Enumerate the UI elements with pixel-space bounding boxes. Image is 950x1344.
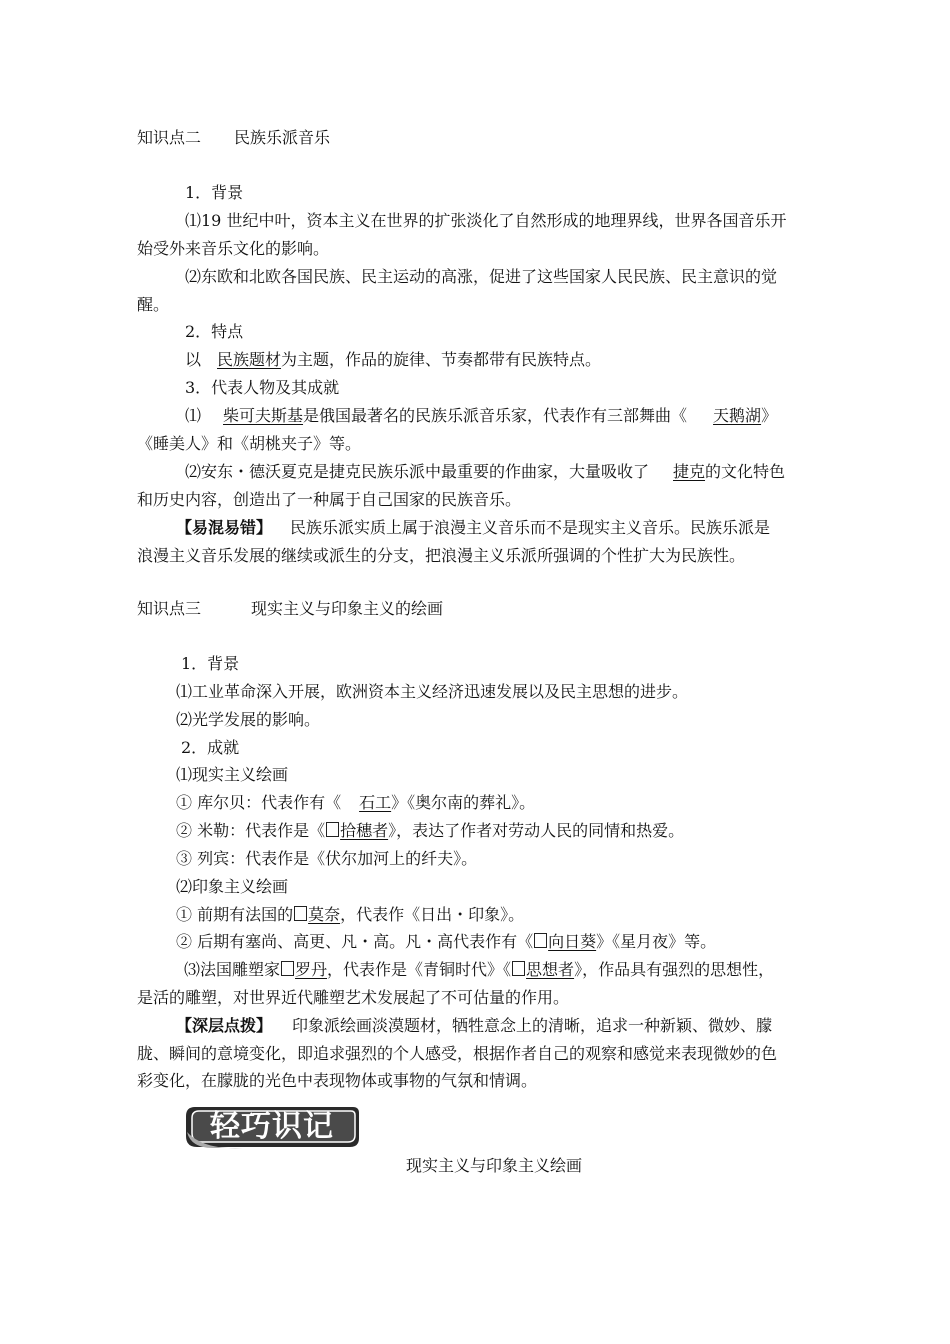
paragraph-line <box>185 406 777 426</box>
section-heading <box>137 599 443 619</box>
subheading: 3．代表人物及其成就 <box>185 378 340 397</box>
paragraph-line: ⑵东欧和北欧各国民族、民主运动的高涨，促进了这些国家人民民族、民主意识的觉 <box>185 267 778 286</box>
paragraph-line <box>176 932 716 952</box>
tip-line <box>176 1016 772 1036</box>
text: 》《星月夜》等。 <box>596 932 717 951</box>
tip-tag: 【易混易错】 <box>176 518 273 537</box>
answer-underlined: 柴可夫斯基 <box>223 406 304 425</box>
heading-number: 知识点二 <box>137 128 202 147</box>
tip-tag: 【深层点拨】 <box>176 1016 273 1035</box>
blank-box <box>534 933 547 948</box>
text: 的文化特色 <box>705 462 786 481</box>
text: 印象派绘画淡漠题材，牺牲意念上的清晰，追求一种新颖、微妙、朦 <box>292 1016 773 1035</box>
paragraph-line <box>185 350 601 370</box>
text: 民族乐派实质上属于浪漫主义音乐而不是现实主义音乐。民族乐派是 <box>290 518 771 537</box>
blank-box <box>326 822 339 837</box>
paragraph-line: 胧、瞬间的意境变化，即追求强烈的个人感受，根据作者自己的观察和感觉来表现微妙的色 <box>137 1044 778 1063</box>
paragraph-line: 是活的雕塑，对世界近代雕塑艺术发展起了不可估量的作用。 <box>137 988 570 1007</box>
paragraph-line: ⑵光学发展的影响。 <box>176 710 321 729</box>
heading-title: 民族乐派音乐 <box>234 128 331 147</box>
subheading: 2．成就 <box>181 738 240 757</box>
blank-box <box>512 961 525 976</box>
paragraph-line <box>176 793 535 813</box>
text: ② 米勒：代表作是《 <box>176 821 326 840</box>
paragraph-line <box>185 462 785 482</box>
text: 》《奥尔南的葬礼》。 <box>391 793 536 812</box>
paragraph-line: 和历史内容，创造出了一种属于自己国家的民族音乐。 <box>137 490 522 509</box>
paragraph-line: ⑴工业革命深入开展，欧洲资本主义经济迅速发展以及民主思想的进步。 <box>176 682 689 701</box>
text: ⑵安东・德沃夏克是捷克民族乐派中最重要的作曲家，大量吸收了 <box>185 462 650 481</box>
paragraph-line: ⑴现实主义绘画 <box>176 765 289 784</box>
answer-underlined: 思想者 <box>526 960 575 979</box>
blank-box <box>294 906 307 921</box>
answer-underlined: 拾穗者 <box>340 821 389 840</box>
answer-underlined: 捷克 <box>673 462 706 481</box>
subheading: 2．特点 <box>185 322 244 341</box>
heading-title: 现实主义与印象主义的绘画 <box>251 599 444 618</box>
text: ② 后期有塞尚、高更、凡・高。凡・高代表作有《 <box>176 932 534 951</box>
answer-underlined: 罗丹 <box>295 960 328 979</box>
paragraph-line <box>176 821 684 841</box>
text: ，代表作是《青铜时代》《 <box>327 960 512 979</box>
paragraph-line: 彩变化，在朦胧的光色中表现物体或事物的气氛和情调。 <box>137 1071 538 1090</box>
text: ① 前期有法国的 <box>176 905 294 924</box>
blank-box <box>281 961 294 976</box>
paragraph-line <box>184 960 774 980</box>
text: ⑶法国雕塑家 <box>184 960 281 979</box>
paragraph-line: 浪漫主义音乐发展的继续或派生的分支，把浪漫主义乐派所强调的个性扩大为民族性。 <box>137 546 746 565</box>
logo-text: 轻巧识记 <box>210 1109 334 1144</box>
paragraph-line: ⑴19 世纪中叶，资本主义在世界的扩张淡化了自然形成的地理界线，世界各国音乐开 <box>185 211 787 230</box>
text: ，代表作《日出・印象》。 <box>340 905 525 924</box>
text: 是俄国最著名的民族乐派音乐家，代表作有三部舞曲《 <box>303 406 688 425</box>
answer-underlined: 莫奈 <box>308 905 341 924</box>
section-heading <box>137 128 330 148</box>
paragraph-line: ⑵印象主义绘画 <box>176 877 289 896</box>
tip-line <box>176 518 770 538</box>
text: ① 库尔贝：代表作有《 <box>176 793 342 812</box>
paragraph-line: ③ 列宾：代表作是《伏尔加河上的纤夫》。 <box>176 849 478 868</box>
text: 》 <box>761 406 778 425</box>
subheading: 1．背景 <box>181 654 240 673</box>
text: 》，作品具有强烈的思想性， <box>574 960 775 979</box>
paragraph-line <box>176 905 524 925</box>
subheading: 1．背景 <box>185 183 244 202</box>
summary-caption: 现实主义与印象主义绘画 <box>406 1156 583 1175</box>
answer-underlined: 向日葵 <box>548 932 597 951</box>
text: 以 <box>185 350 202 369</box>
answer-underlined: 天鹅湖 <box>713 406 762 425</box>
paragraph-line: 始受外来音乐文化的影响。 <box>137 239 330 258</box>
text: ⑴ <box>185 406 202 425</box>
answer-underlined: 石工 <box>359 793 392 812</box>
memo-logo-badge <box>183 1104 361 1150</box>
text: 为主题，作品的旋律、节奏都带有民族特点。 <box>281 350 602 369</box>
heading-number: 知识点三 <box>137 599 202 618</box>
paragraph-line: 《睡美人》和《胡桃夹子》等。 <box>137 434 362 453</box>
paragraph-line: 醒。 <box>137 295 170 314</box>
text: 》，表达了作者对劳动人民的同情和热爱。 <box>388 821 685 840</box>
answer-underlined: 民族题材 <box>217 350 282 369</box>
